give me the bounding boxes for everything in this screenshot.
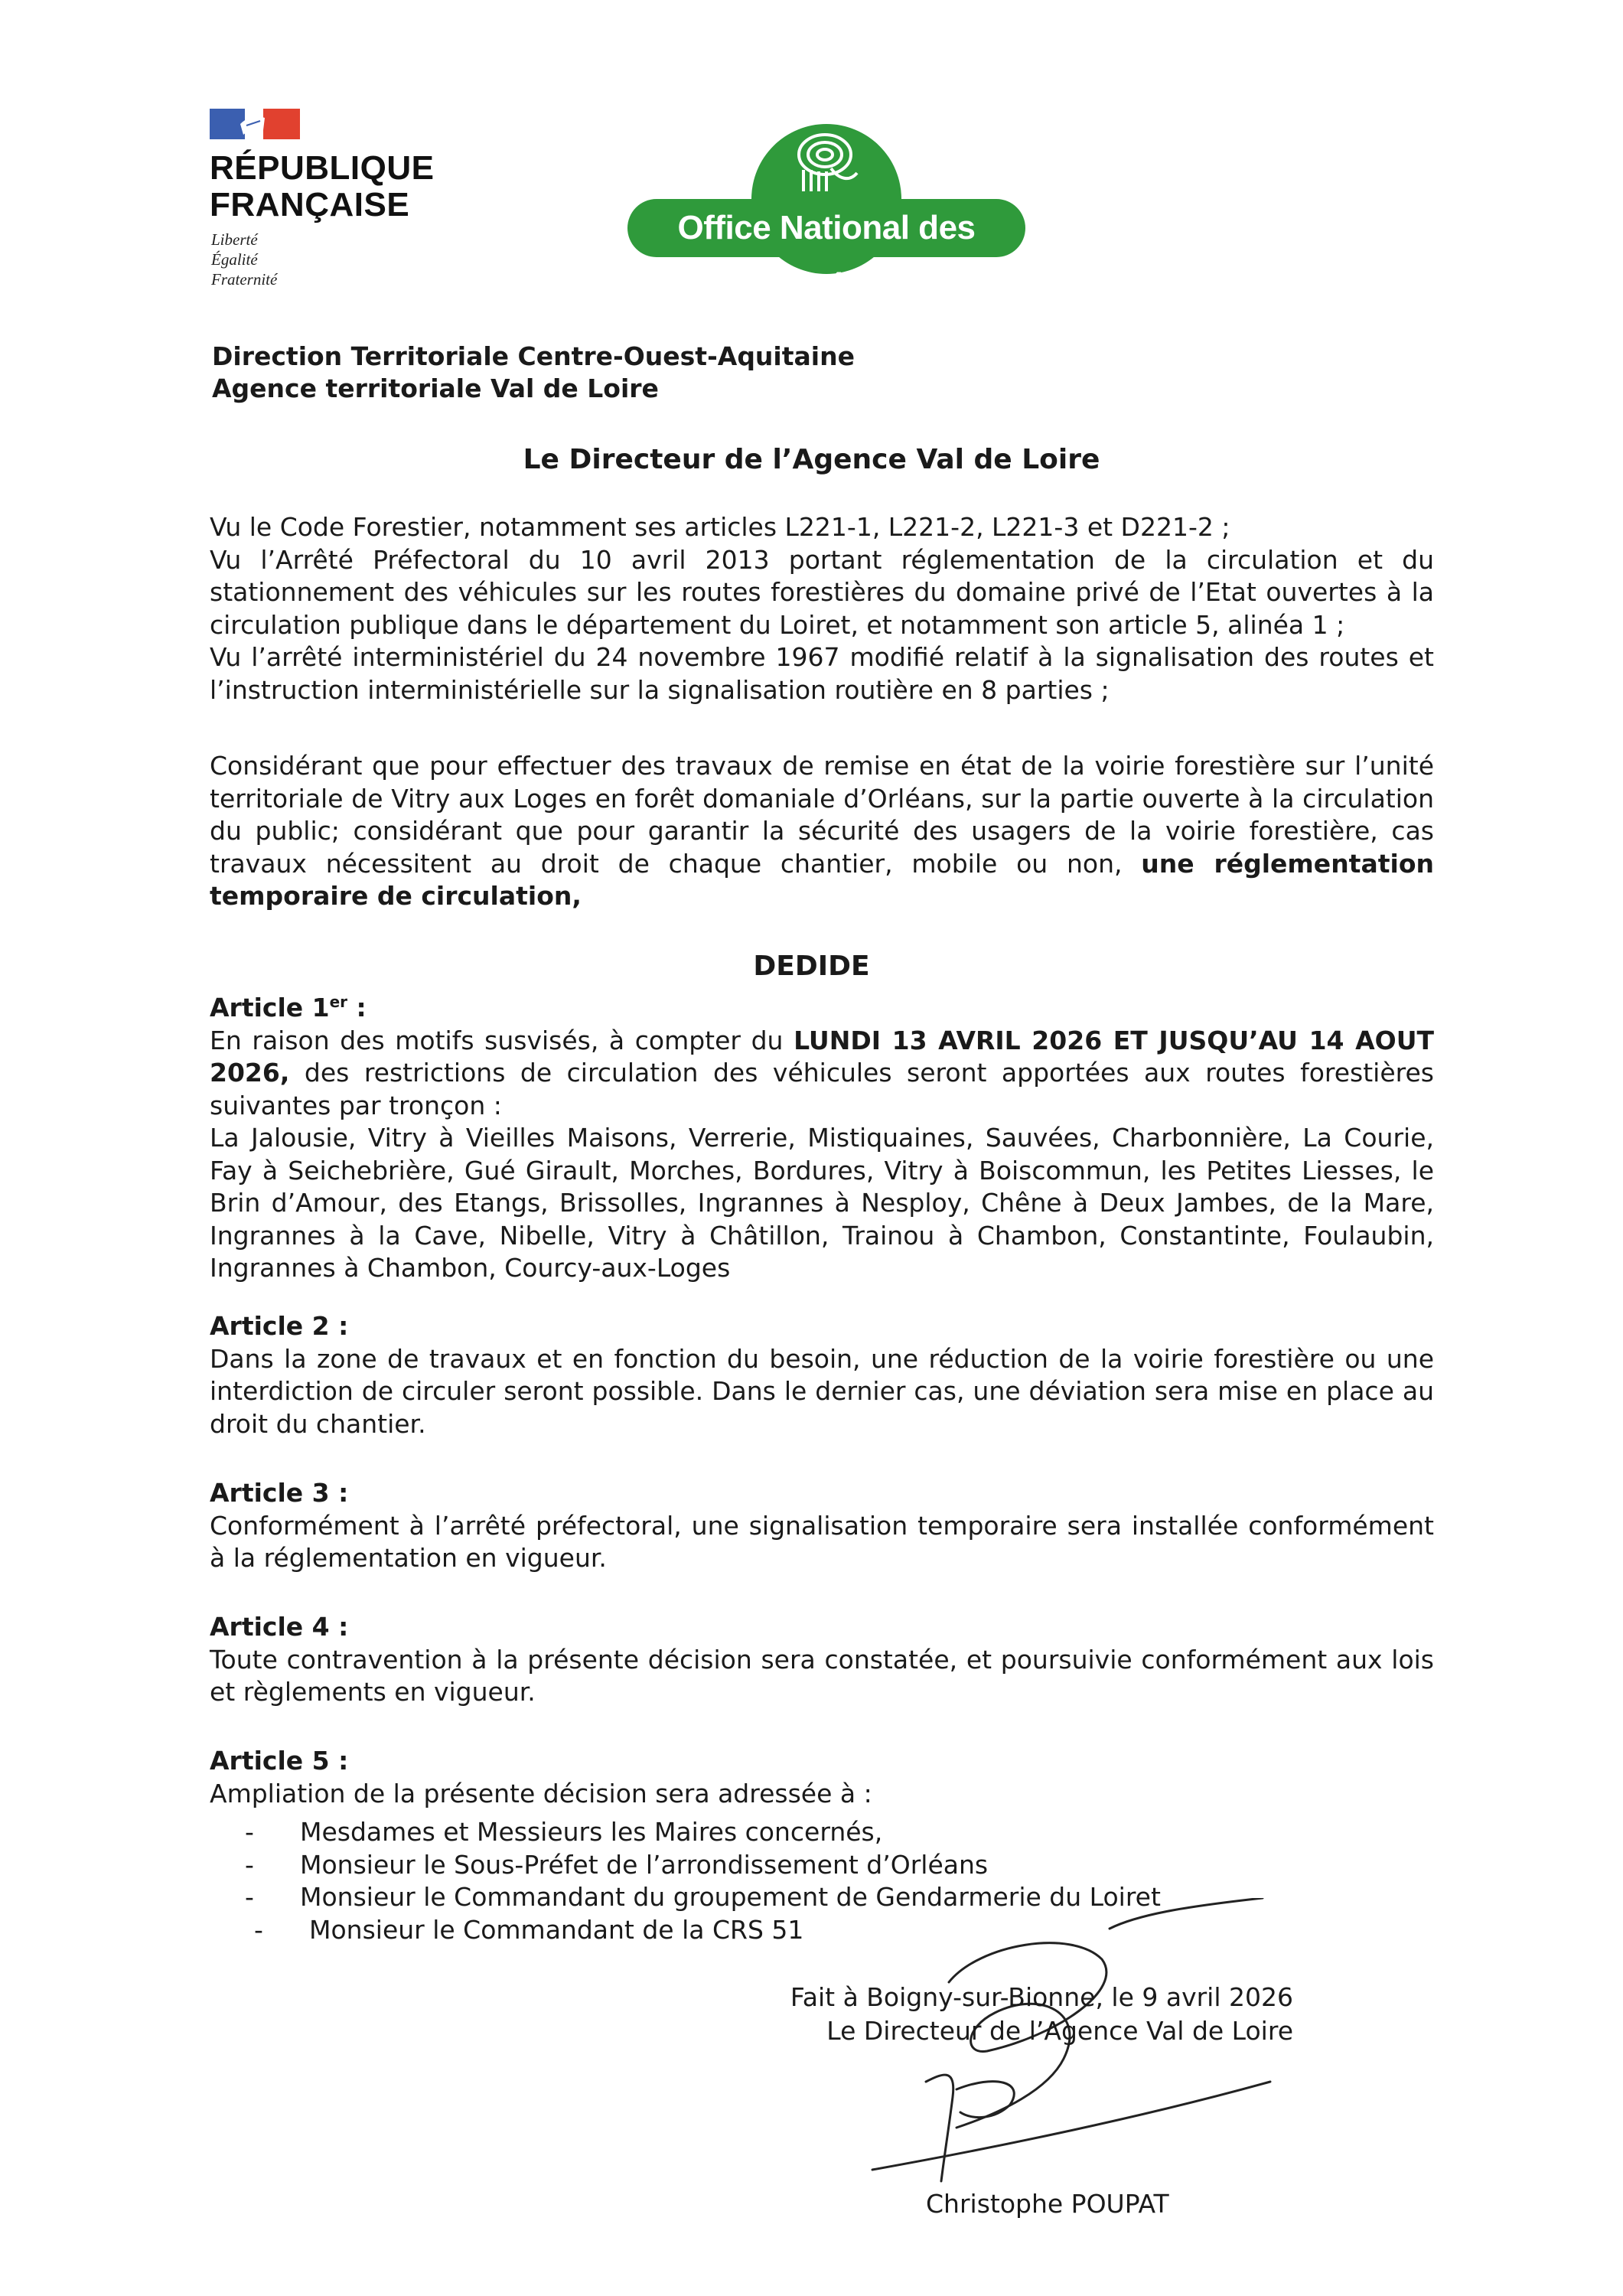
vu-code-forestier: Vu le Code Forestier, notamment ses articles L221-1, L221-2, L221-3 et D221-2 ; <box>210 512 1230 542</box>
list-item: - Monsieur le Commandant de la CRS 51 <box>254 1914 804 1945</box>
considerant-paragraph <box>210 750 1434 913</box>
issuer-header <box>212 341 855 405</box>
article-1-dates: LUNDI 13 AVRIL 2026 ET JUSQU’AU 14 AOUT 2026, <box>210 1025 1435 1088</box>
article-1 <box>210 986 1434 1285</box>
republic-motto <box>211 230 277 289</box>
article-5-title: Article 5 : <box>210 1746 349 1776</box>
article-3-text: Conformément à l’arrêté préfectoral, une signalisation temporaire sera installée conformément à la réglementation en vigueur. <box>210 1510 1434 1573</box>
article-5 <box>210 1745 1434 1810</box>
considerant-text: Considérant que pour effectuer des travaux de remise en état de la voirie forestière sur l’unité territoriale de Vitry aux Loges en forêt domaniale d’Orléans, sur la partie ouverte à la circulation du public; considérant que pour garantir la sécurité des usagers de la voirie forestière, cas travaux nécessitent au droit de chaque chantier, mobile ou non, <box>210 751 1434 879</box>
onf-logo-text: Office National des Forêts <box>677 209 976 305</box>
signature-block <box>781 1981 1293 2048</box>
article-3 <box>210 1477 1434 1575</box>
motto-fraternite: Fraternité <box>211 270 278 289</box>
decide-heading: DEDIDE <box>753 951 870 982</box>
list-item: - Mesdames et Messieurs les Maires concernés, <box>245 1817 883 1847</box>
vu-paragraph <box>210 511 1434 706</box>
vu-arrete-interministeriel: Vu l’arrêté interministériel du 24 novembre 1967 modifié relatif à la signalisation des routes et l’instruction interministérielle sur la signalisation routière en 8 parties ; <box>210 642 1434 705</box>
article-3-title: Article 3 : <box>210 1478 349 1508</box>
article-2-text: Dans la zone de travaux et en fonction du besoin, une réduction de la voirie forestière ou une interdiction de circuler seront possible. Dans le dernier cas, une déviation sera mise en place au droit du chantier. <box>210 1343 1434 1439</box>
article-1-restrictions: des restrictions de circulation des véhicules seront apportées aux routes forestières suivantes par tronçon : <box>210 1058 1434 1120</box>
marianne-flag-icon <box>210 107 300 141</box>
direction-territoriale: Direction Territoriale Centre-Ouest-Aquitaine <box>212 341 855 371</box>
article-2 <box>210 1310 1434 1440</box>
signatory-name: Christophe POUPAT <box>926 2189 1169 2219</box>
article-4-text: Toute contravention à la présente décision sera constatée, et poursuivie conformément aux lois et règlements en vigueur. <box>210 1644 1434 1707</box>
place-and-date: Fait à Boigny-sur-Bionne, le 9 avril 2026 <box>790 1982 1293 2012</box>
vu-arrete-prefectoral: Vu l’Arrêté Préfectoral du 10 avril 2013 portant réglementation de la circulation et du stationnement des véhicules sur les routes forestières du domaine privé de l’Etat ouvertes à la circulation publique dans le département du Loiret, et notamment son article 5, alinéa 1 ; <box>210 544 1434 640</box>
agence-territoriale: Agence territoriale Val de Loire <box>212 373 659 403</box>
considerant-bold: une réglementation temporaire de circulation, <box>210 848 1434 911</box>
list-item: - Monsieur le Commandant du groupement de Gendarmerie du Loiret <box>245 1882 1161 1912</box>
article-1-road-list: La Jalousie, Vitry à Vieilles Maisons, Verrerie, Mistiquaines, Sauvées, Charbonnière, La Courie, Fay à Seichebrière, Gué Girault, Morches, Bordures, Vitry à Boiscommun, les Petites Liesses, le Brin d’Amour, des Etangs, Brissolles, Ingrannes à Nesploy, Chêne à Deux Jambes, de la Mare, Ingrannes à la Cave, Nibelle, Vitry à Châtillon, Trainou à Chambon, Constantinte, Foulaubin, Ingrannes à Chambon, Courcy-aux-Loges <box>210 1123 1434 1283</box>
article-1-title: Article 1er : <box>210 993 367 1022</box>
article-5-intro: Ampliation de la présente décision sera adressée à : <box>210 1778 872 1808</box>
article-4 <box>210 1611 1434 1709</box>
list-item: - Monsieur le Sous-Préfet de l’arrondissement d’Orléans <box>245 1849 989 1880</box>
onf-logo <box>627 122 1025 305</box>
document-subtitle: Le Directeur de l’Agence Val de Loire <box>523 444 1100 475</box>
republique-line: RÉPUBLIQUE <box>210 149 435 187</box>
article-1-intro: En raison des motifs susvisés, à compter du <box>210 1025 794 1055</box>
motto-egalite: Égalité <box>211 250 258 269</box>
signatory-role: Le Directeur de l’Agence Val de Loire <box>826 2016 1293 2046</box>
motto-liberte: Liberté <box>211 230 258 249</box>
republique-francaise-title <box>210 150 434 223</box>
article-4-title: Article 4 : <box>210 1612 349 1642</box>
article-2-title: Article 2 : <box>210 1311 349 1341</box>
francaise-line: FRANÇAISE <box>210 186 410 223</box>
